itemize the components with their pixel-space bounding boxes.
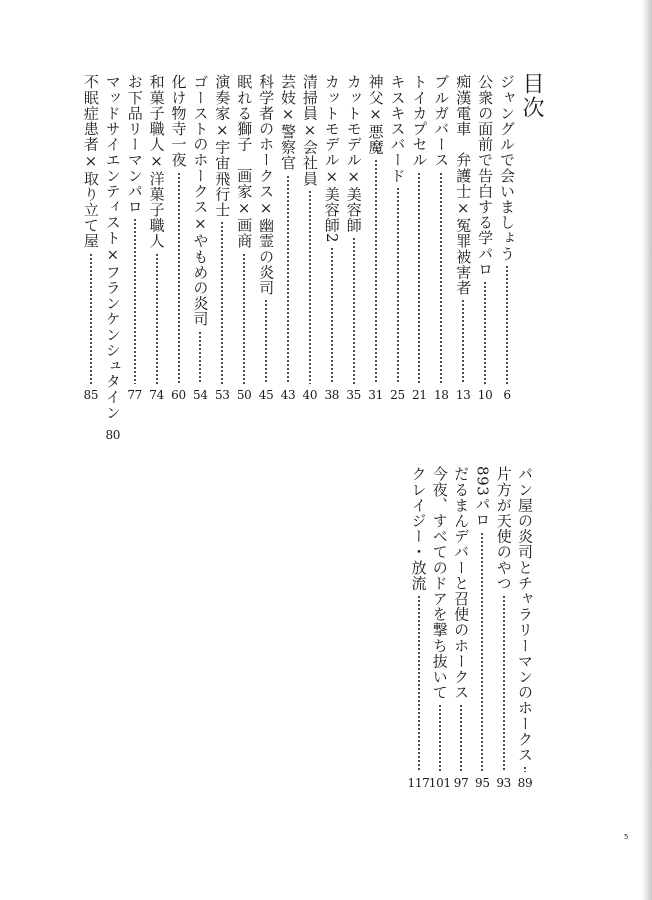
toc-entry-title: 神父×悪魔 — [366, 74, 385, 155]
toc-dot-leader — [309, 190, 311, 384]
toc-entry-page-number: 43 — [280, 388, 296, 402]
toc-entry-page-number: 21 — [412, 388, 427, 402]
toc-entry — [170, 74, 188, 402]
toc-dot-leader — [265, 299, 267, 384]
toc-entry-title: カットモデル×美容師2 — [322, 74, 341, 244]
toc-entry-page-number: 89 — [517, 776, 533, 790]
toc-entry-title: 和菓子職人×洋菓子職人 — [147, 74, 166, 249]
toc-entry-page-number: 18 — [433, 388, 449, 402]
toc-entry — [345, 74, 363, 402]
toc-entry — [516, 466, 534, 790]
toc-entry-page-number: 101 — [428, 776, 451, 790]
toc-entry-title: ブルガバース — [432, 74, 451, 168]
toc-entry — [495, 466, 513, 790]
toc-entry-title: マッドサイエンティスト×フランケンシュタイン — [103, 74, 122, 421]
toc-entry — [389, 74, 407, 402]
toc-dot-leader — [90, 253, 92, 384]
toc-entry-page-number: 25 — [390, 388, 405, 402]
toc-entry — [432, 74, 450, 402]
toc-dot-leader — [460, 704, 462, 772]
toc-entry — [148, 74, 166, 402]
toc-entry — [82, 74, 100, 402]
toc-entry — [323, 74, 341, 402]
toc-entry-title: 893パロ — [473, 466, 492, 528]
toc-entry-page-number: 117 — [407, 776, 430, 790]
toc-entry-page-number: 85 — [83, 388, 99, 402]
toc-dot-leader — [503, 595, 505, 772]
toc-entry — [367, 74, 385, 402]
toc-dot-leader — [156, 253, 158, 384]
toc-entry-title: キスキスバード — [388, 74, 407, 184]
toc-dot-leader — [418, 172, 420, 384]
toc-entry-title: 公衆の面前で告白する学パロ — [476, 74, 495, 277]
toc-dot-leader — [506, 265, 508, 384]
toc-dot-leader — [397, 187, 399, 384]
toc-entry-page-number: 77 — [127, 388, 143, 402]
toc-dot-leader — [375, 159, 377, 384]
toc-dot-leader — [199, 331, 201, 384]
toc-entry-title: ゴーストのホークス×やもめの炎司 — [191, 74, 210, 327]
toc-entry-page-number: 60 — [171, 388, 186, 402]
toc-dot-leader — [440, 172, 442, 384]
toc-entry-title: パン屋の炎司とチャラリーマンのホークス — [516, 466, 534, 763]
toc-entry-title: 芸妓×警察官 — [279, 74, 297, 171]
toc-entry-page-number: 74 — [149, 388, 164, 402]
toc-entry-page-number: 80 — [105, 428, 121, 443]
toc-entry-title: だるまんデバーと召使のホークス — [452, 466, 471, 700]
toc-entry — [257, 74, 275, 402]
toc-entry — [126, 74, 144, 402]
toc-entry-page-number: 50 — [236, 388, 252, 402]
toc-entry-title: 片方が天使のやつ — [494, 466, 513, 591]
page-folio-number: 5 — [624, 833, 629, 841]
toc-entry-page-number: 38 — [324, 388, 340, 402]
toc-entry — [452, 466, 470, 790]
toc-dot-leader — [331, 247, 333, 384]
toc-heading: 目次 — [519, 72, 544, 120]
toc-entry — [476, 74, 494, 402]
toc-entry-title: ジャングルで会いましょう — [498, 74, 516, 262]
toc-dot-leader — [287, 175, 289, 384]
toc-entry — [279, 74, 297, 402]
toc-entry — [407, 466, 430, 790]
toc-entry-page-number: 45 — [258, 388, 274, 402]
toc-dot-leader — [243, 253, 245, 384]
toc-entry-page-number: 53 — [214, 388, 230, 402]
toc-entry — [473, 466, 491, 790]
toc-entry-title: クレイジー・放流 — [409, 466, 428, 591]
toc-entry-page-number: 40 — [302, 388, 318, 402]
toc-entry-title: 眠れる獅子 画家×画商 — [235, 74, 254, 249]
toc-entry — [428, 466, 451, 790]
toc-entry — [301, 74, 319, 402]
toc-entry-title: 科学者のホークス×幽霊の炎司 — [257, 74, 276, 296]
toc-entry-page-number: 95 — [475, 776, 490, 790]
toc-dot-leader — [481, 532, 483, 772]
toc-dot-leader — [221, 221, 223, 384]
toc-entry-title: カットモデル×美容師 — [344, 74, 363, 233]
toc-entry-title: お下品リーマンパロ — [125, 74, 144, 215]
toc-entry-page-number: 10 — [477, 388, 493, 402]
toc-entry-page-number: 6 — [503, 388, 511, 402]
toc-dot-leader — [524, 766, 526, 772]
toc-entry-title: 痴漢電車 弁護士×冤罪被害者 — [454, 74, 473, 296]
toc-entry-page-number: 97 — [453, 776, 469, 790]
toc-entry-page-number: 35 — [346, 388, 362, 402]
toc-dot-leader — [134, 218, 136, 384]
toc-entry — [103, 74, 122, 443]
toc-entry-page-number: 13 — [455, 388, 471, 402]
toc-entry — [410, 74, 428, 402]
toc-entry-title: 不眠症患者×取り立て屋 — [81, 74, 100, 249]
toc-entry-title: 演奏家×宇宙飛行士 — [213, 74, 232, 218]
toc-dot-leader — [462, 299, 464, 384]
toc-entry-page-number: 93 — [496, 776, 512, 790]
toc-entry-page-number: 31 — [368, 388, 383, 402]
toc-dot-leader — [353, 237, 355, 384]
toc-entry — [454, 74, 472, 402]
toc-entry-title: 化け物寺一夜 — [169, 74, 188, 168]
toc-dot-leader — [439, 704, 441, 772]
toc-entry-title: 清掃員×会社員 — [300, 74, 319, 187]
toc-entry — [213, 74, 231, 402]
toc-entry — [235, 74, 253, 402]
toc-entry-title: トイカプセル — [410, 74, 429, 168]
toc-entry-title: 今夜、すべてのドアを撃ち抜いて — [430, 466, 449, 700]
toc-dot-leader — [418, 595, 420, 772]
toc-entry-page-number: 54 — [193, 388, 208, 402]
toc-dot-leader — [484, 281, 486, 384]
toc-dot-leader — [178, 172, 180, 384]
toc-entry — [191, 74, 209, 402]
toc-entry — [498, 74, 516, 402]
